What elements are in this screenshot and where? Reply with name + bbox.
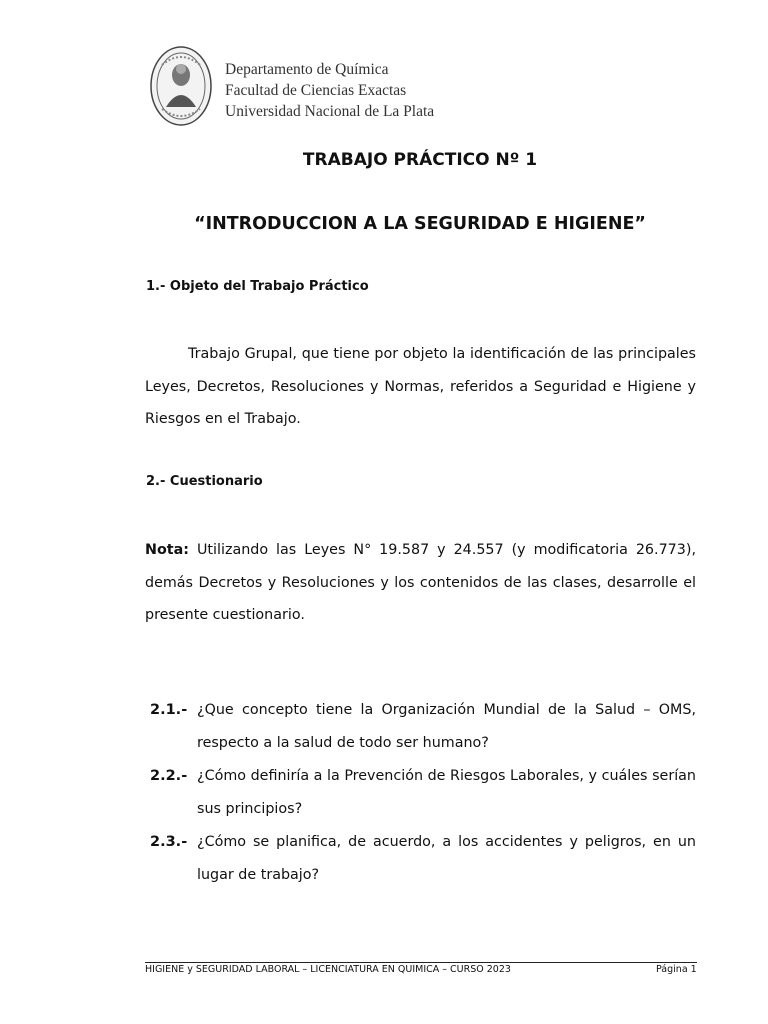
question-list	[150, 694, 696, 892]
faculty-line: Facultad de Ciencias Exactas	[225, 82, 407, 99]
section-heading-cuestionario: 2.- Cuestionario	[146, 474, 263, 489]
document-title: TRABAJO PRÁCTICO Nº 1	[302, 150, 538, 170]
footer-page-number: Página 1	[656, 964, 697, 975]
question-text: ¿Cómo se planifica, de acuerdo, a los accidentes y peligros, en un lugar de trabajo?	[197, 834, 696, 883]
section-objeto-body: Trabajo Grupal, que tiene por objeto la identificación de las principales Leyes, Decretos, Resoluciones y Normas, referidos a Seguridad e Higiene y Riesgos en el Trabajo.	[145, 346, 696, 427]
document-subtitle: “INTRODUCCION A LA SEGURIDAD E HIGIENE”	[194, 214, 646, 234]
document-header	[150, 45, 470, 130]
note-paragraph	[145, 534, 696, 632]
question-text: ¿Cómo definiría a la Prevención de Riesgos Laborales, y cuáles serían sus principios?	[197, 768, 696, 817]
department-line: Departamento de Química	[225, 61, 389, 78]
question-number: 2.3.-	[150, 834, 188, 850]
question-item	[150, 826, 696, 891]
question-number: 2.1.-	[150, 702, 188, 718]
question-item	[150, 694, 696, 759]
question-text: ¿Que concepto tiene la Organización Mundial de la Salud – OMS, respecto a la salud de todo ser humano?	[197, 702, 696, 751]
footer-course: HIGIENE y SEGURIDAD LABORAL – LICENCIATURA EN QUIMICA – CURSO 2023	[145, 964, 511, 975]
university-seal-icon	[150, 45, 212, 127]
note-text: Utilizando las Leyes N° 19.587 y 24.557 (y modificatoria 26.773), demás Decretos y Resoluciones y los contenidos de las clases, desarrolle el presente cuestionario.	[145, 542, 696, 623]
note-label: Nota:	[145, 542, 189, 558]
question-item	[150, 760, 696, 825]
footer-divider	[145, 962, 697, 963]
question-number: 2.2.-	[150, 768, 188, 784]
section-heading-objeto: 1.- Objeto del Trabajo Práctico	[146, 279, 369, 294]
university-line: Universidad Nacional de La Plata	[225, 103, 435, 120]
institution-name	[225, 59, 434, 122]
